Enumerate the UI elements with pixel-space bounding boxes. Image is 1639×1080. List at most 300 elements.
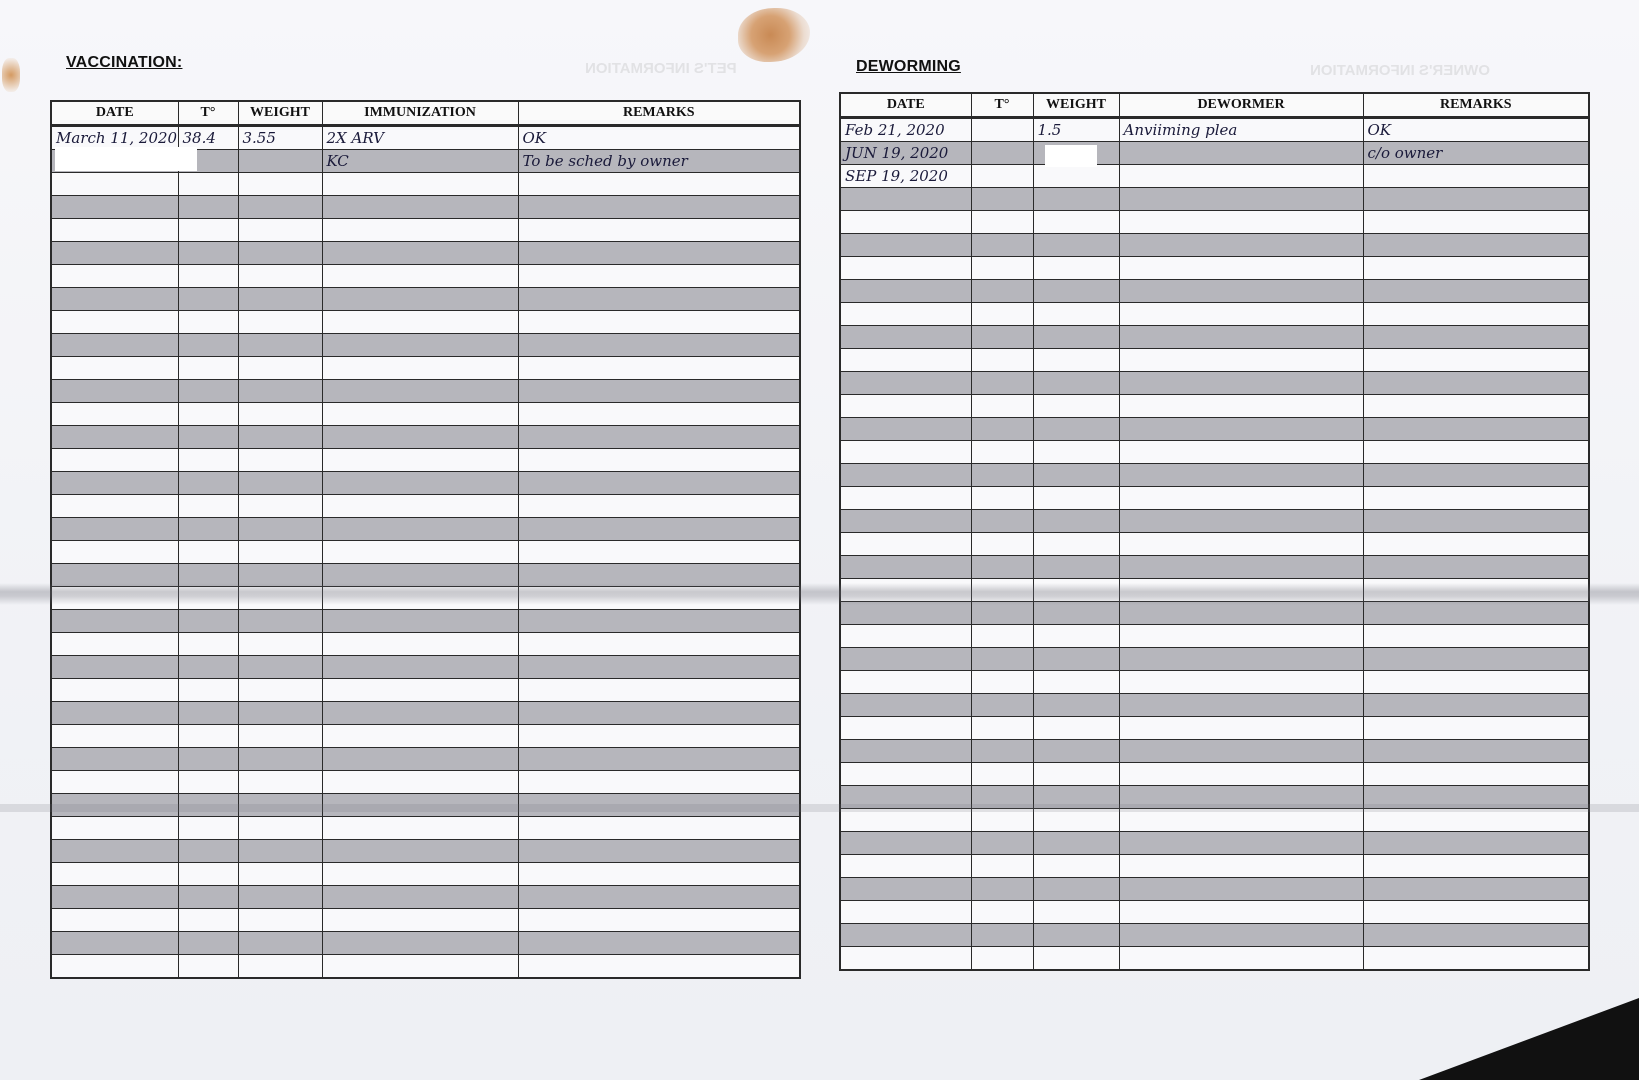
vaccination-row bbox=[51, 126, 800, 150]
vaccination-col-remarks: REMARKS bbox=[518, 101, 800, 126]
vaccination-cell-remarks bbox=[518, 541, 800, 564]
vaccination-row bbox=[51, 610, 800, 633]
deworming-entry-remarks: c/o owner bbox=[1367, 143, 1443, 162]
vaccination-cell-weight bbox=[238, 495, 322, 518]
deworming-row bbox=[840, 533, 1589, 556]
vaccination-row bbox=[51, 426, 800, 449]
vaccination-header-row bbox=[51, 101, 800, 126]
vaccination-cell-weight bbox=[238, 679, 322, 702]
vaccination-cell-temp bbox=[178, 656, 238, 679]
vaccination-cell-temp bbox=[178, 472, 238, 495]
deworming-cell-weight bbox=[1033, 165, 1119, 188]
deworming-cell-dewormer bbox=[1119, 533, 1363, 556]
deworming-cell-temp bbox=[971, 395, 1033, 418]
vaccination-cell-date bbox=[51, 196, 178, 219]
vaccination-cell-weight bbox=[238, 219, 322, 242]
vaccination-cell-immunization bbox=[322, 679, 518, 702]
vaccination-cell-immunization bbox=[322, 748, 518, 771]
vaccination-cell-remarks bbox=[518, 196, 800, 219]
deworming-cell-remarks bbox=[1363, 188, 1589, 211]
deworming-cell-weight bbox=[1033, 924, 1119, 947]
deworming-cell-temp bbox=[971, 556, 1033, 579]
deworming-cell-weight bbox=[1033, 832, 1119, 855]
vaccination-cell-remarks bbox=[518, 633, 800, 656]
deworming-cell-remarks bbox=[1363, 533, 1589, 556]
deworming-cell-date bbox=[840, 234, 971, 257]
deworming-cell-dewormer bbox=[1119, 395, 1363, 418]
deworming-row bbox=[840, 671, 1589, 694]
deworming-cell-temp bbox=[971, 878, 1033, 901]
vaccination-col-temp: T° bbox=[178, 101, 238, 126]
vaccination-cell-weight bbox=[238, 472, 322, 495]
vaccination-cell-remarks bbox=[518, 817, 800, 840]
vaccination-cell-temp bbox=[178, 679, 238, 702]
vaccination-cell-date bbox=[51, 265, 178, 288]
vaccination-cell-immunization bbox=[322, 126, 518, 150]
scanner-corner-shadow bbox=[1419, 998, 1639, 1080]
vaccination-cell-remarks bbox=[518, 886, 800, 909]
deworming-cell-dewormer bbox=[1119, 234, 1363, 257]
vaccination-cell-weight bbox=[238, 656, 322, 679]
bleed-through-pets-information: PET'S INFORMATION bbox=[585, 60, 737, 77]
deworming-cell-weight bbox=[1033, 717, 1119, 740]
vaccination-cell-temp bbox=[178, 863, 238, 886]
deworming-cell-remarks bbox=[1363, 487, 1589, 510]
deworming-row bbox=[840, 142, 1589, 165]
vaccination-cell-immunization bbox=[322, 472, 518, 495]
deworming-cell-remarks bbox=[1363, 280, 1589, 303]
vaccination-cell-date bbox=[51, 403, 178, 426]
vaccination-cell-temp bbox=[178, 932, 238, 955]
vaccination-cell-temp bbox=[178, 610, 238, 633]
deworming-cell-temp bbox=[971, 901, 1033, 924]
vaccination-row bbox=[51, 633, 800, 656]
deworming-cell-weight bbox=[1033, 118, 1119, 142]
vaccination-row bbox=[51, 725, 800, 748]
vaccination-cell-immunization bbox=[322, 196, 518, 219]
deworming-cell-temp bbox=[971, 740, 1033, 763]
vaccination-cell-immunization bbox=[322, 495, 518, 518]
deworming-row bbox=[840, 211, 1589, 234]
deworming-cell-date bbox=[840, 257, 971, 280]
deworming-row bbox=[840, 717, 1589, 740]
deworming-cell-weight bbox=[1033, 418, 1119, 441]
vaccination-cell-temp bbox=[178, 242, 238, 265]
vaccination-cell-remarks bbox=[518, 126, 800, 150]
deworming-row bbox=[840, 349, 1589, 372]
deworming-cell-temp bbox=[971, 464, 1033, 487]
deworming-cell-date bbox=[840, 901, 971, 924]
deworming-cell-temp bbox=[971, 947, 1033, 971]
vaccination-cell-immunization bbox=[322, 541, 518, 564]
deworming-cell-dewormer bbox=[1119, 901, 1363, 924]
vaccination-cell-weight bbox=[238, 265, 322, 288]
vaccination-cell-date bbox=[51, 173, 178, 196]
deworming-cell-remarks bbox=[1363, 694, 1589, 717]
scanner-artifact-band bbox=[0, 804, 1639, 812]
vaccination-cell-weight bbox=[238, 380, 322, 403]
vaccination-cell-date bbox=[51, 426, 178, 449]
vaccination-cell-date bbox=[51, 126, 178, 150]
vaccination-cell-immunization bbox=[322, 656, 518, 679]
vaccination-cell-weight bbox=[238, 311, 322, 334]
deworming-row bbox=[840, 510, 1589, 533]
vaccination-cell-weight bbox=[238, 909, 322, 932]
deworming-cell-date bbox=[840, 694, 971, 717]
deworming-cell-date bbox=[840, 924, 971, 947]
deworming-cell-dewormer bbox=[1119, 326, 1363, 349]
vaccination-cell-remarks bbox=[518, 518, 800, 541]
deworming-cell-temp bbox=[971, 165, 1033, 188]
deworming-cell-date bbox=[840, 441, 971, 464]
deworming-cell-date bbox=[840, 142, 971, 165]
redaction-box bbox=[55, 147, 197, 171]
vaccination-cell-weight bbox=[238, 610, 322, 633]
vaccination-cell-weight bbox=[238, 748, 322, 771]
vaccination-cell-remarks bbox=[518, 426, 800, 449]
deworming-cell-weight bbox=[1033, 395, 1119, 418]
deworming-cell-remarks bbox=[1363, 901, 1589, 924]
deworming-cell-dewormer bbox=[1119, 303, 1363, 326]
deworming-header-row bbox=[840, 93, 1589, 118]
vaccination-cell-date bbox=[51, 817, 178, 840]
vaccination-cell-immunization bbox=[322, 909, 518, 932]
vaccination-cell-date bbox=[51, 219, 178, 242]
vaccination-cell-date bbox=[51, 311, 178, 334]
vaccination-row bbox=[51, 242, 800, 265]
deworming-cell-temp bbox=[971, 418, 1033, 441]
vaccination-cell-date bbox=[51, 840, 178, 863]
deworming-col-remarks: REMARKS bbox=[1363, 93, 1589, 118]
deworming-cell-dewormer bbox=[1119, 165, 1363, 188]
vaccination-cell-date bbox=[51, 242, 178, 265]
deworming-cell-date bbox=[840, 303, 971, 326]
vaccination-row bbox=[51, 449, 800, 472]
deworming-cell-weight bbox=[1033, 878, 1119, 901]
vaccination-cell-weight bbox=[238, 196, 322, 219]
vaccination-cell-date bbox=[51, 472, 178, 495]
vaccination-entry-remarks: OK bbox=[522, 128, 547, 147]
vaccination-cell-immunization bbox=[322, 840, 518, 863]
deworming-row bbox=[840, 280, 1589, 303]
vaccination-cell-temp bbox=[178, 219, 238, 242]
deworming-cell-temp bbox=[971, 763, 1033, 786]
vaccination-cell-immunization bbox=[322, 265, 518, 288]
deworming-cell-dewormer bbox=[1119, 648, 1363, 671]
deworming-cell-weight bbox=[1033, 188, 1119, 211]
deworming-cell-dewormer bbox=[1119, 625, 1363, 648]
vaccination-cell-date bbox=[51, 748, 178, 771]
vaccination-cell-date bbox=[51, 518, 178, 541]
vaccination-row bbox=[51, 679, 800, 702]
vaccination-cell-remarks bbox=[518, 311, 800, 334]
vaccination-row bbox=[51, 541, 800, 564]
deworming-row bbox=[840, 832, 1589, 855]
vaccination-cell-date bbox=[51, 334, 178, 357]
vaccination-cell-date bbox=[51, 886, 178, 909]
vaccination-row bbox=[51, 403, 800, 426]
deworming-col-weight: WEIGHT bbox=[1033, 93, 1119, 118]
vaccination-row bbox=[51, 518, 800, 541]
deworming-row bbox=[840, 326, 1589, 349]
vaccination-cell-immunization bbox=[322, 955, 518, 979]
deworming-cell-remarks bbox=[1363, 234, 1589, 257]
vaccination-cell-remarks bbox=[518, 150, 800, 173]
deworming-cell-temp bbox=[971, 924, 1033, 947]
deworming-row bbox=[840, 395, 1589, 418]
deworming-cell-weight bbox=[1033, 533, 1119, 556]
vaccination-cell-weight bbox=[238, 288, 322, 311]
deworming-cell-weight bbox=[1033, 694, 1119, 717]
vaccination-col-immunization: IMMUNIZATION bbox=[322, 101, 518, 126]
vaccination-row bbox=[51, 173, 800, 196]
vaccination-cell-remarks bbox=[518, 610, 800, 633]
vaccination-cell-temp bbox=[178, 173, 238, 196]
deworming-cell-temp bbox=[971, 625, 1033, 648]
vaccination-row bbox=[51, 380, 800, 403]
deworming-cell-date bbox=[840, 855, 971, 878]
redaction-box bbox=[1045, 145, 1097, 167]
deworming-cell-date bbox=[840, 717, 971, 740]
vaccination-cell-weight bbox=[238, 150, 322, 173]
deworming-cell-dewormer bbox=[1119, 924, 1363, 947]
deworming-row bbox=[840, 924, 1589, 947]
vaccination-cell-immunization bbox=[322, 219, 518, 242]
deworming-title: DEWORMING bbox=[856, 58, 961, 75]
vaccination-cell-temp bbox=[178, 495, 238, 518]
vaccination-cell-temp bbox=[178, 955, 238, 979]
deworming-cell-date bbox=[840, 372, 971, 395]
deworming-row bbox=[840, 740, 1589, 763]
deworming-col-dewormer: DEWORMER bbox=[1119, 93, 1363, 118]
vaccination-cell-remarks bbox=[518, 932, 800, 955]
deworming-cell-temp bbox=[971, 648, 1033, 671]
deworming-cell-dewormer bbox=[1119, 717, 1363, 740]
deworming-cell-weight bbox=[1033, 280, 1119, 303]
deworming-entry-date: SEP 19, 2020 bbox=[845, 166, 948, 185]
deworming-cell-date bbox=[840, 395, 971, 418]
deworming-entry-weight: 1.5 bbox=[1037, 120, 1062, 139]
vaccination-cell-date bbox=[51, 610, 178, 633]
deworming-cell-dewormer bbox=[1119, 257, 1363, 280]
vaccination-cell-remarks bbox=[518, 357, 800, 380]
vaccination-cell-date bbox=[51, 702, 178, 725]
deworming-cell-dewormer bbox=[1119, 188, 1363, 211]
deworming-cell-dewormer bbox=[1119, 740, 1363, 763]
deworming-cell-weight bbox=[1033, 234, 1119, 257]
vaccination-cell-immunization bbox=[322, 702, 518, 725]
vaccination-cell-temp bbox=[178, 426, 238, 449]
vaccination-entry-immunization: KC bbox=[326, 151, 349, 170]
deworming-cell-date bbox=[840, 418, 971, 441]
deworming-cell-temp bbox=[971, 188, 1033, 211]
deworming-cell-remarks bbox=[1363, 211, 1589, 234]
vaccination-entry-temp: 38.4 bbox=[182, 128, 216, 147]
deworming-cell-date bbox=[840, 648, 971, 671]
deworming-cell-dewormer bbox=[1119, 118, 1363, 142]
deworming-cell-weight bbox=[1033, 372, 1119, 395]
vaccination-row bbox=[51, 288, 800, 311]
vaccination-cell-temp bbox=[178, 265, 238, 288]
vaccination-cell-weight bbox=[238, 932, 322, 955]
vaccination-cell-immunization bbox=[322, 403, 518, 426]
vaccination-row bbox=[51, 656, 800, 679]
deworming-cell-date bbox=[840, 740, 971, 763]
vaccination-cell-date bbox=[51, 380, 178, 403]
deworming-cell-temp bbox=[971, 257, 1033, 280]
deworming-row bbox=[840, 556, 1589, 579]
deworming-cell-date bbox=[840, 556, 971, 579]
deworming-cell-date bbox=[840, 510, 971, 533]
deworming-cell-weight bbox=[1033, 257, 1119, 280]
vaccination-cell-date bbox=[51, 633, 178, 656]
vaccination-row bbox=[51, 771, 800, 794]
vaccination-cell-temp bbox=[178, 196, 238, 219]
vaccination-cell-temp bbox=[178, 702, 238, 725]
vaccination-cell-temp bbox=[178, 357, 238, 380]
vaccination-cell-date bbox=[51, 771, 178, 794]
deworming-cell-date bbox=[840, 211, 971, 234]
vaccination-cell-immunization bbox=[322, 518, 518, 541]
deworming-cell-temp bbox=[971, 671, 1033, 694]
vaccination-cell-weight bbox=[238, 426, 322, 449]
deworming-cell-dewormer bbox=[1119, 372, 1363, 395]
deworming-cell-temp bbox=[971, 694, 1033, 717]
deworming-cell-date bbox=[840, 763, 971, 786]
deworming-cell-temp bbox=[971, 533, 1033, 556]
vaccination-cell-remarks bbox=[518, 840, 800, 863]
deworming-cell-remarks bbox=[1363, 510, 1589, 533]
vaccination-row bbox=[51, 748, 800, 771]
vaccination-cell-date bbox=[51, 863, 178, 886]
vaccination-cell-remarks bbox=[518, 771, 800, 794]
vaccination-row bbox=[51, 702, 800, 725]
deworming-row bbox=[840, 188, 1589, 211]
vaccination-cell-immunization bbox=[322, 242, 518, 265]
vaccination-title: VACCINATION: bbox=[66, 54, 183, 71]
vaccination-cell-date bbox=[51, 449, 178, 472]
deworming-cell-dewormer bbox=[1119, 878, 1363, 901]
deworming-cell-temp bbox=[971, 211, 1033, 234]
deworming-row bbox=[840, 464, 1589, 487]
vaccination-cell-immunization bbox=[322, 426, 518, 449]
vaccination-row bbox=[51, 863, 800, 886]
deworming-cell-remarks bbox=[1363, 349, 1589, 372]
vaccination-cell-weight bbox=[238, 541, 322, 564]
vaccination-cell-remarks bbox=[518, 863, 800, 886]
deworming-row bbox=[840, 487, 1589, 510]
vaccination-cell-remarks bbox=[518, 472, 800, 495]
vaccination-cell-date bbox=[51, 679, 178, 702]
deworming-cell-weight bbox=[1033, 303, 1119, 326]
deworming-cell-remarks bbox=[1363, 303, 1589, 326]
deworming-cell-temp bbox=[971, 717, 1033, 740]
deworming-cell-temp bbox=[971, 326, 1033, 349]
vaccination-cell-remarks bbox=[518, 242, 800, 265]
vaccination-cell-temp bbox=[178, 909, 238, 932]
deworming-cell-remarks bbox=[1363, 740, 1589, 763]
deworming-cell-weight bbox=[1033, 648, 1119, 671]
deworming-cell-dewormer bbox=[1119, 418, 1363, 441]
vaccination-row bbox=[51, 265, 800, 288]
deworming-cell-remarks bbox=[1363, 372, 1589, 395]
vaccination-cell-date bbox=[51, 656, 178, 679]
vaccination-cell-immunization bbox=[322, 380, 518, 403]
deworming-cell-dewormer bbox=[1119, 671, 1363, 694]
deworming-cell-temp bbox=[971, 510, 1033, 533]
vaccination-cell-weight bbox=[238, 817, 322, 840]
deworming-cell-weight bbox=[1033, 763, 1119, 786]
deworming-cell-temp bbox=[971, 441, 1033, 464]
vaccination-row bbox=[51, 472, 800, 495]
vaccination-cell-remarks bbox=[518, 265, 800, 288]
vaccination-cell-weight bbox=[238, 886, 322, 909]
deworming-row bbox=[840, 303, 1589, 326]
deworming-col-temp: T° bbox=[971, 93, 1033, 118]
deworming-cell-date bbox=[840, 947, 971, 971]
deworming-cell-remarks bbox=[1363, 142, 1589, 165]
deworming-cell-temp bbox=[971, 832, 1033, 855]
vaccination-table bbox=[50, 100, 801, 979]
vaccination-cell-remarks bbox=[518, 702, 800, 725]
vaccination-cell-weight bbox=[238, 126, 322, 150]
deworming-cell-weight bbox=[1033, 855, 1119, 878]
vaccination-cell-temp bbox=[178, 886, 238, 909]
deworming-cell-dewormer bbox=[1119, 510, 1363, 533]
deworming-cell-date bbox=[840, 671, 971, 694]
deworming-cell-date bbox=[840, 280, 971, 303]
vaccination-cell-temp bbox=[178, 334, 238, 357]
deworming-cell-temp bbox=[971, 349, 1033, 372]
deworming-row bbox=[840, 648, 1589, 671]
deworming-cell-temp bbox=[971, 855, 1033, 878]
deworming-cell-weight bbox=[1033, 487, 1119, 510]
vaccination-row bbox=[51, 196, 800, 219]
deworming-cell-dewormer bbox=[1119, 142, 1363, 165]
deworming-cell-remarks bbox=[1363, 717, 1589, 740]
deworming-row bbox=[840, 372, 1589, 395]
deworming-cell-weight bbox=[1033, 211, 1119, 234]
vaccination-cell-temp bbox=[178, 449, 238, 472]
vaccination-cell-immunization bbox=[322, 357, 518, 380]
vaccination-cell-weight bbox=[238, 955, 322, 979]
vaccination-row bbox=[51, 334, 800, 357]
vaccination-entry-immunization: 2X ARV bbox=[326, 128, 384, 147]
vaccination-cell-date bbox=[51, 955, 178, 979]
vaccination-cell-immunization bbox=[322, 334, 518, 357]
vaccination-cell-weight bbox=[238, 173, 322, 196]
vaccination-cell-weight bbox=[238, 725, 322, 748]
deworming-row bbox=[840, 855, 1589, 878]
vaccination-cell-temp bbox=[178, 126, 238, 150]
deworming-cell-remarks bbox=[1363, 441, 1589, 464]
vaccination-cell-remarks bbox=[518, 748, 800, 771]
deworming-col-date: DATE bbox=[840, 93, 971, 118]
vaccination-cell-remarks bbox=[518, 449, 800, 472]
deworming-cell-temp bbox=[971, 280, 1033, 303]
vaccination-cell-temp bbox=[178, 288, 238, 311]
vaccination-cell-weight bbox=[238, 242, 322, 265]
vaccination-cell-remarks bbox=[518, 725, 800, 748]
vaccination-cell-weight bbox=[238, 357, 322, 380]
deworming-cell-remarks bbox=[1363, 763, 1589, 786]
deworming-cell-date bbox=[840, 188, 971, 211]
deworming-cell-remarks bbox=[1363, 326, 1589, 349]
vaccination-cell-remarks bbox=[518, 173, 800, 196]
scanner-artifact-band bbox=[0, 583, 1639, 605]
vaccination-row bbox=[51, 219, 800, 242]
deworming-cell-weight bbox=[1033, 441, 1119, 464]
